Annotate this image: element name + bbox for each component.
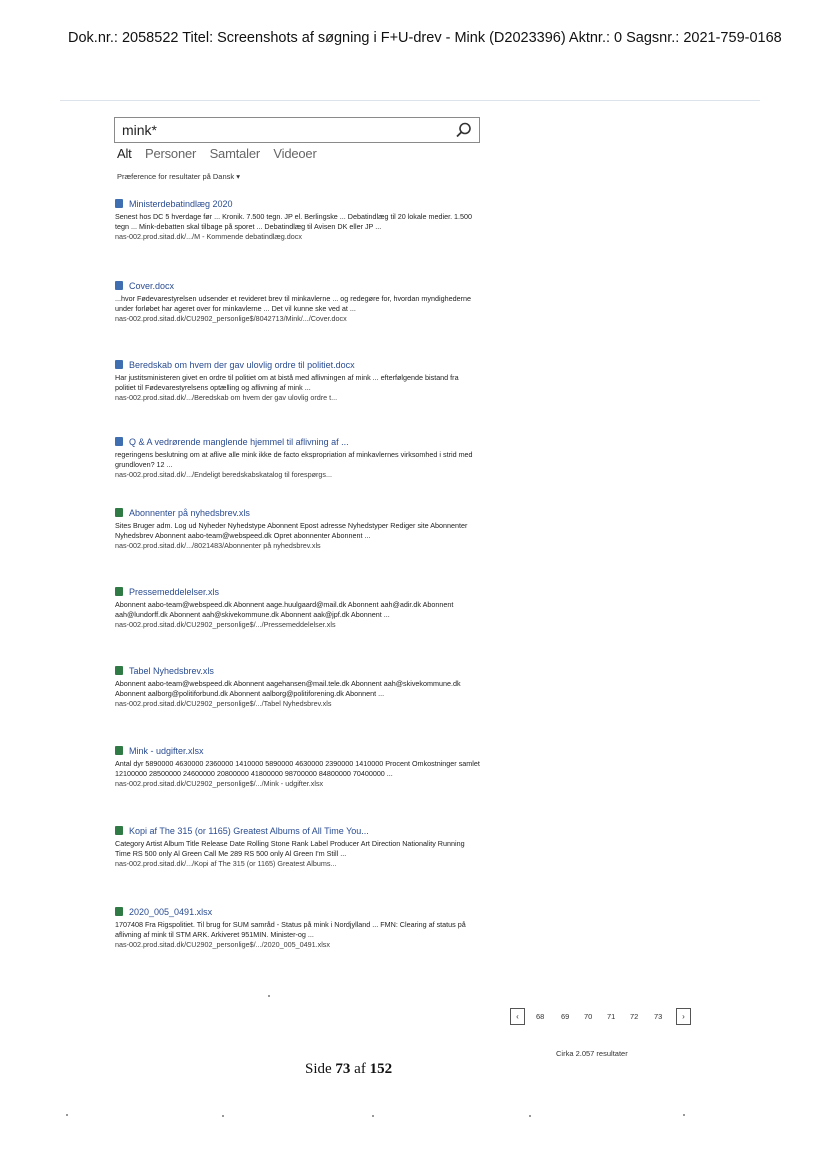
search-result [115, 360, 481, 403]
result-url: nas-002.prod.sitad.dk/.../Beredskab om hvem der gav ulovlig ordre t... [115, 393, 338, 402]
word-file-icon [115, 437, 123, 446]
result-snippet: Sites Bruger adm. Log ud Nyheder Nyhedstype Abonnent Epost adresse Nyhedstyper Rediger site Abonnenter Nyhedsbrev Abonnent aabo-team@webspeed.dk Opret abonnenter Abonnent ... [115, 521, 468, 540]
footer-page-number: 73 [335, 1061, 351, 1077]
search-result [115, 746, 481, 789]
page-link[interactable]: 68 [536, 1012, 545, 1021]
scan-speck [372, 1115, 374, 1117]
excel-file-icon [115, 907, 123, 916]
page-link[interactable]: 71 [607, 1012, 616, 1021]
word-file-icon [115, 360, 123, 369]
word-file-icon [115, 281, 123, 290]
search-result [115, 826, 481, 869]
result-url: nas-002.prod.sitad.dk/CU2902_personlige$/.../Pressemeddelelser.xls [115, 620, 336, 629]
result-snippet: Category Artist Album Title Release Date Rolling Stone Rank Label Producer Art Direction Nationality Running Time RS 500 only Al Green Call Me 289 RS 500 only Al Green I'm Still ... [115, 839, 465, 858]
result-snippet: regeringens beslutning om at aflive alle mink ikke de facto ekspropriation af minkavlernes virksomhed i strid med grundloven? 12 ... [115, 450, 473, 469]
result-url: nas-002.prod.sitad.dk/CU2902_personlige$/.../2020_005_0491.xlsx [115, 940, 330, 949]
page-link[interactable]: 72 [630, 1012, 639, 1021]
result-url: nas-002.prod.sitad.dk/CU2902_personlige$/.../Mink - udgifter.xlsx [115, 779, 324, 788]
result-title-link[interactable]: Cover.docx [129, 281, 175, 291]
result-title-link[interactable]: Abonnenter på nyhedsbrev.xls [129, 508, 250, 518]
result-snippet: Senest hos DC 5 hverdage før ... Kronik. 7.500 tegn. JP el. Berlingske ... Debatindlæg til 20 lokale medier. 1.500 tegn ... Mink-debatten skal tilbage på sporet ... Debatindlæg til Avisen DK eller JP ... [115, 212, 473, 231]
result-snippet: ...hvor Fødevarestyrelsen udsender et revideret brev til minkavlerne ... og redegøre for, hvordan myndighederne under forløbet har ageret over for minkavlerne ... Det vil kunne ske ved at ... [115, 294, 471, 313]
tab-videos[interactable]: Videoer [273, 146, 317, 161]
search-result [115, 587, 481, 630]
excel-file-icon [115, 508, 123, 517]
result-url: nas-002.prod.sitad.dk/.../8021483/Abonnenter på nyhedsbrev.xls [115, 541, 321, 550]
document-header: Dok.nr.: 2058522 Titel: Screenshots af søgning i F+U-drev - Mink (D2023396) Aktnr.: 0 Sagsnr.: 2021-759-0168 [68, 30, 782, 46]
result-count: Cirka 2.057 resultater [556, 1049, 628, 1058]
result-title-link[interactable]: Beredskab om hvem der gav ulovlig ordre til politiet.docx [129, 360, 355, 370]
search-result [115, 907, 481, 950]
search-result [115, 199, 481, 242]
result-title-link[interactable]: Tabel Nyhedsbrev.xls [129, 666, 214, 676]
page-link[interactable]: 69 [561, 1012, 570, 1021]
word-file-icon [115, 199, 123, 208]
excel-file-icon [115, 666, 123, 675]
scan-speck [268, 995, 270, 997]
language-preference[interactable]: Præference for resultater på Dansk ▾ [117, 172, 240, 181]
search-result [115, 281, 481, 324]
footer-middle: af [350, 1061, 370, 1077]
result-title-link[interactable]: Kopi af The 315 (or 1165) Greatest Albums of All Time You... [129, 826, 369, 836]
result-url: nas-002.prod.sitad.dk/.../Kopi af The 315 (or 1165) Greatest Albums... [115, 859, 337, 868]
result-snippet: 1707408 Fra Rigspolitiet. Til brug for SUM samråd - Status på mink i Nordjylland ... FMN: Clearing af status på aflivning af mink til STM ARK. Arkiveret 951MIN. Minister-og ... [115, 920, 466, 939]
scan-speck [529, 1115, 531, 1117]
excel-file-icon [115, 746, 123, 755]
page-link[interactable]: 70 [584, 1012, 593, 1021]
result-snippet: Abonnent aabo-team@webspeed.dk Abonnent aage.huulgaard@mail.dk Abonnent aah@adir.dk Abonnent aah@lundorff.dk Abonnent aah@skivekommune.dk Abonnent aak@jpf.dk Abonnent ... [115, 600, 454, 619]
search-box[interactable] [114, 117, 480, 143]
result-snippet: Antal dyr 5890000 4630000 2360000 1410000 5890000 4630000 2390000 1410000 Procent Omkostninger samlet 12100000 28500000 24600000 20800000 41800000 98700000 84800000 70400000 ... [115, 759, 480, 778]
page-footer [305, 1061, 392, 1078]
scan-speck [66, 1114, 68, 1116]
search-result [115, 437, 481, 480]
search-input[interactable]: mink* [122, 122, 158, 138]
footer-page-total: 152 [369, 1061, 393, 1077]
result-title-link[interactable]: Pressemeddelelser.xls [129, 587, 220, 597]
result-title-link[interactable]: Ministerdebatindlæg 2020 [129, 199, 233, 209]
result-snippet: Abonnent aabo-team@webspeed.dk Abonnent aagehansen@mail.tele.dk Abonnent aah@skivekommune.dk Abonnent aalborg@politiforbund.dk Abonnent aalborg@politiforening.dk Abonnent ... [115, 679, 461, 698]
result-title-link[interactable]: 2020_005_0491.xlsx [129, 907, 213, 917]
result-url: nas-002.prod.sitad.dk/.../Endeligt beredskabskatalog til forespørgs... [115, 470, 332, 479]
scan-speck [683, 1114, 685, 1116]
tab-conversations[interactable]: Samtaler [209, 146, 260, 161]
tab-people[interactable]: Personer [145, 146, 197, 161]
search-result [115, 508, 481, 551]
divider [60, 100, 760, 101]
result-title-link[interactable]: Q & A vedrørende manglende hjemmel til aflivning af ... [129, 437, 349, 447]
tab-all[interactable]: Alt [117, 146, 132, 161]
scan-speck [222, 1115, 224, 1117]
excel-file-icon [115, 587, 123, 596]
next-page-button[interactable]: › [676, 1008, 691, 1025]
result-url: nas-002.prod.sitad.dk/.../M - Kommende debatindlæg.docx [115, 232, 302, 241]
search-icon[interactable] [455, 121, 473, 139]
search-result [115, 666, 481, 709]
result-url: nas-002.prod.sitad.dk/CU2902_personlige$/.../Tabel Nyhedsbrev.xls [115, 699, 332, 708]
previous-page-button[interactable]: ‹ [510, 1008, 525, 1025]
page-link-current[interactable]: 73 [654, 1012, 663, 1021]
result-url: nas-002.prod.sitad.dk/CU2902_personlige$/8042713/Mink/.../Cover.docx [115, 314, 347, 323]
excel-file-icon [115, 826, 123, 835]
footer-prefix: Side [305, 1061, 336, 1077]
result-snippet: Har justitsministeren givet en ordre til politiet om at bistå med aflivningen af mink ... efterfølgende bistand fra politiet til Fødevarestyrelsens optælling og aflivning af mink ... [115, 373, 459, 392]
search-tabs [117, 146, 327, 161]
result-title-link[interactable]: Mink - udgifter.xlsx [129, 746, 204, 756]
